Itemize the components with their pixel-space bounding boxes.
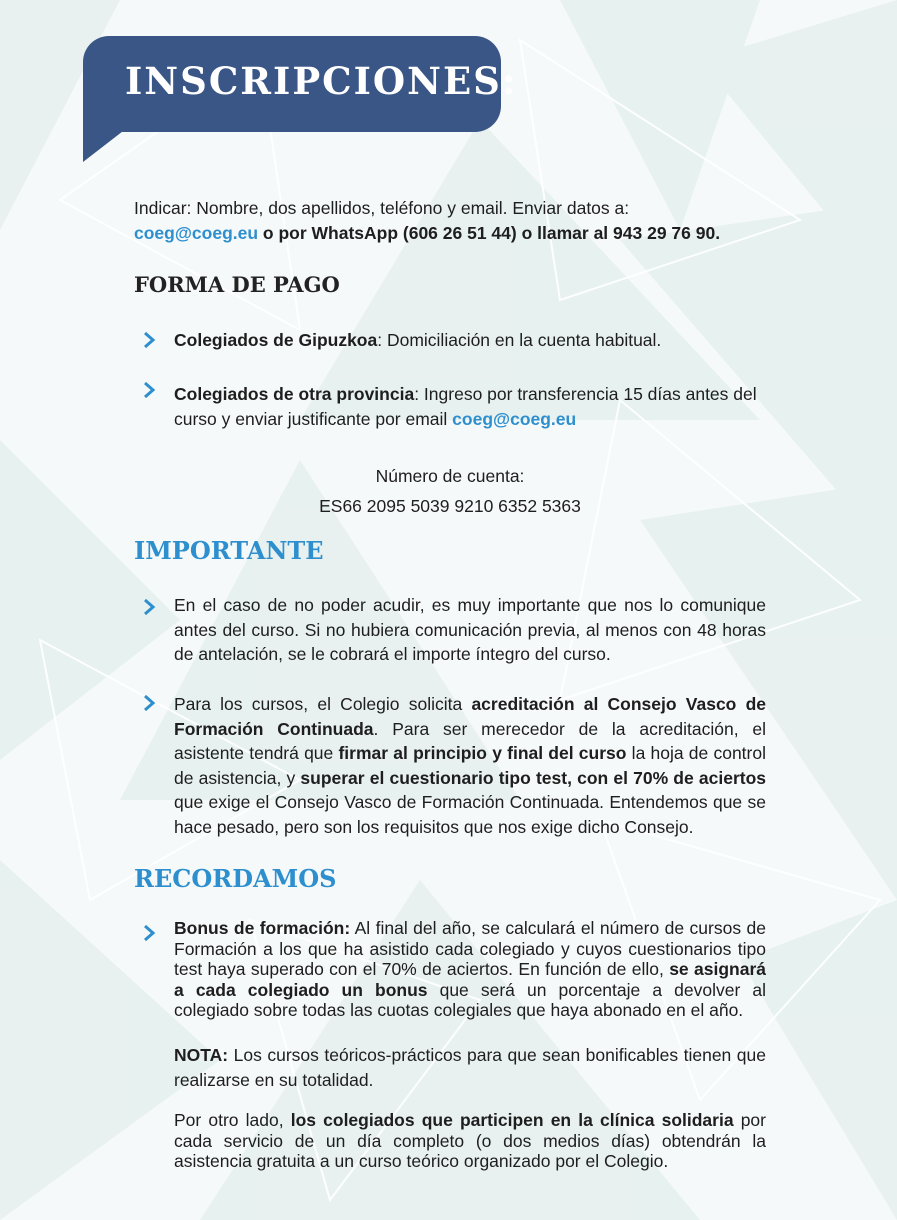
important-item-cancellation: En el caso de no poder acudir, es muy importante que nos lo comunique antes del curso. Si no hubiera comunicación previa, al menos con 48 horas de antelación, se le cobrará el importe íntegro del curso.	[174, 595, 766, 664]
remember-heading: RECORDAMOS	[134, 864, 337, 893]
payment-item-gipuzkoa-bold: Colegiados de Gipuzkoa	[174, 330, 378, 350]
clinic-text-2: por cada servicio de un día completo (o dos medios días) obtendrán la asistencia gratuita a un curso teórico organizado por el Colegio.	[174, 1110, 766, 1171]
remember-nota	[174, 1043, 766, 1092]
payment-email-link[interactable]: coeg@coeg.eu	[452, 408, 577, 429]
chevron-right-icon	[142, 331, 156, 349]
header-banner-tail	[83, 128, 127, 162]
chevron-right-icon	[142, 694, 156, 712]
payment-item-other-text: : Ingreso por transferencia 15 días antes del curso y enviar justificante por email	[174, 384, 757, 429]
chevron-right-icon	[142, 924, 156, 942]
bonus-bold-2: se asignará a cada colegiado un bonus	[174, 959, 767, 1000]
intro-line-2-rest: o por WhatsApp (606 26 51 44) o llamar al 943 29 76 90.	[258, 222, 721, 243]
bonus-text-1: Al final del año, se calculará el número de cursos de Formación a los que ha asistido cada colegiado y cuyos cuestionarios tipo test haya superado con el 70% de aciertos. En función de ello,	[174, 918, 766, 979]
clinic-text-1: Por otro lado,	[174, 1110, 291, 1130]
remember-clinic	[174, 1110, 766, 1172]
bonus-text-2: que será un porcentaje a devolver al colegiado sobre todas las cuotas colegiales que haya abonado en el año.	[174, 979, 766, 1020]
page-title: INSCRIPCIONES:	[125, 59, 518, 103]
contact-email-link[interactable]: coeg@coeg.eu	[134, 222, 259, 243]
payment-item-gipuzkoa-text: : Domiciliación en la cuenta habitual.	[377, 330, 662, 350]
intro-text	[134, 196, 834, 245]
payment-item-gipuzkoa	[174, 328, 766, 353]
remember-bonus	[174, 918, 766, 1021]
intro-line-2	[134, 221, 834, 246]
account-number: ES66 2095 5039 9210 6352 5363	[319, 496, 581, 516]
chevron-right-icon	[142, 381, 156, 399]
important-heading: IMPORTANTE	[134, 536, 324, 565]
nota-text: Los cursos teóricos-prácticos para que sean bonificables tienen que realizarse en su totalidad.	[174, 1045, 766, 1090]
payment-item-other-bold: Colegiados de otra provincia	[174, 384, 415, 404]
intro-line-1: Indicar: Nombre, dos apellidos, teléfono y email. Enviar datos a:	[134, 198, 630, 218]
bank-account	[200, 461, 700, 521]
accreditation-bold-2: firmar al principio y final del curso	[338, 743, 627, 763]
important-item-accreditation	[174, 692, 766, 839]
chevron-right-icon	[142, 598, 156, 616]
accreditation-text-1: Para los cursos, el Colegio solicita	[174, 694, 472, 714]
payment-heading: FORMA DE PAGO	[134, 272, 340, 297]
bonus-bold-1: Bonus de formación:	[174, 918, 351, 938]
clinic-bold: los colegiados que participen en la clínica solidaria	[290, 1110, 734, 1130]
accreditation-bold-3: superar el cuestionario tipo test, con el 70% de aciertos	[300, 767, 767, 788]
account-label: Número de cuenta:	[375, 466, 525, 486]
accreditation-bold-1: acreditación al Consejo Vasco de Formación Continuada	[174, 694, 766, 739]
payment-item-other-province	[174, 382, 766, 431]
nota-bold: NOTA:	[174, 1045, 229, 1065]
accreditation-text-2: . Para ser merecedor de la acreditación, el asistente tendrá que	[174, 718, 767, 763]
accreditation-text-4: que exige el Consejo Vasco de Formación Continuada. Entendemos que se hace pesado, pero son los requisitos que nos exige dicho Consejo.	[174, 792, 766, 837]
accreditation-text-3: la hoja de control de asistencia, y	[174, 743, 766, 788]
